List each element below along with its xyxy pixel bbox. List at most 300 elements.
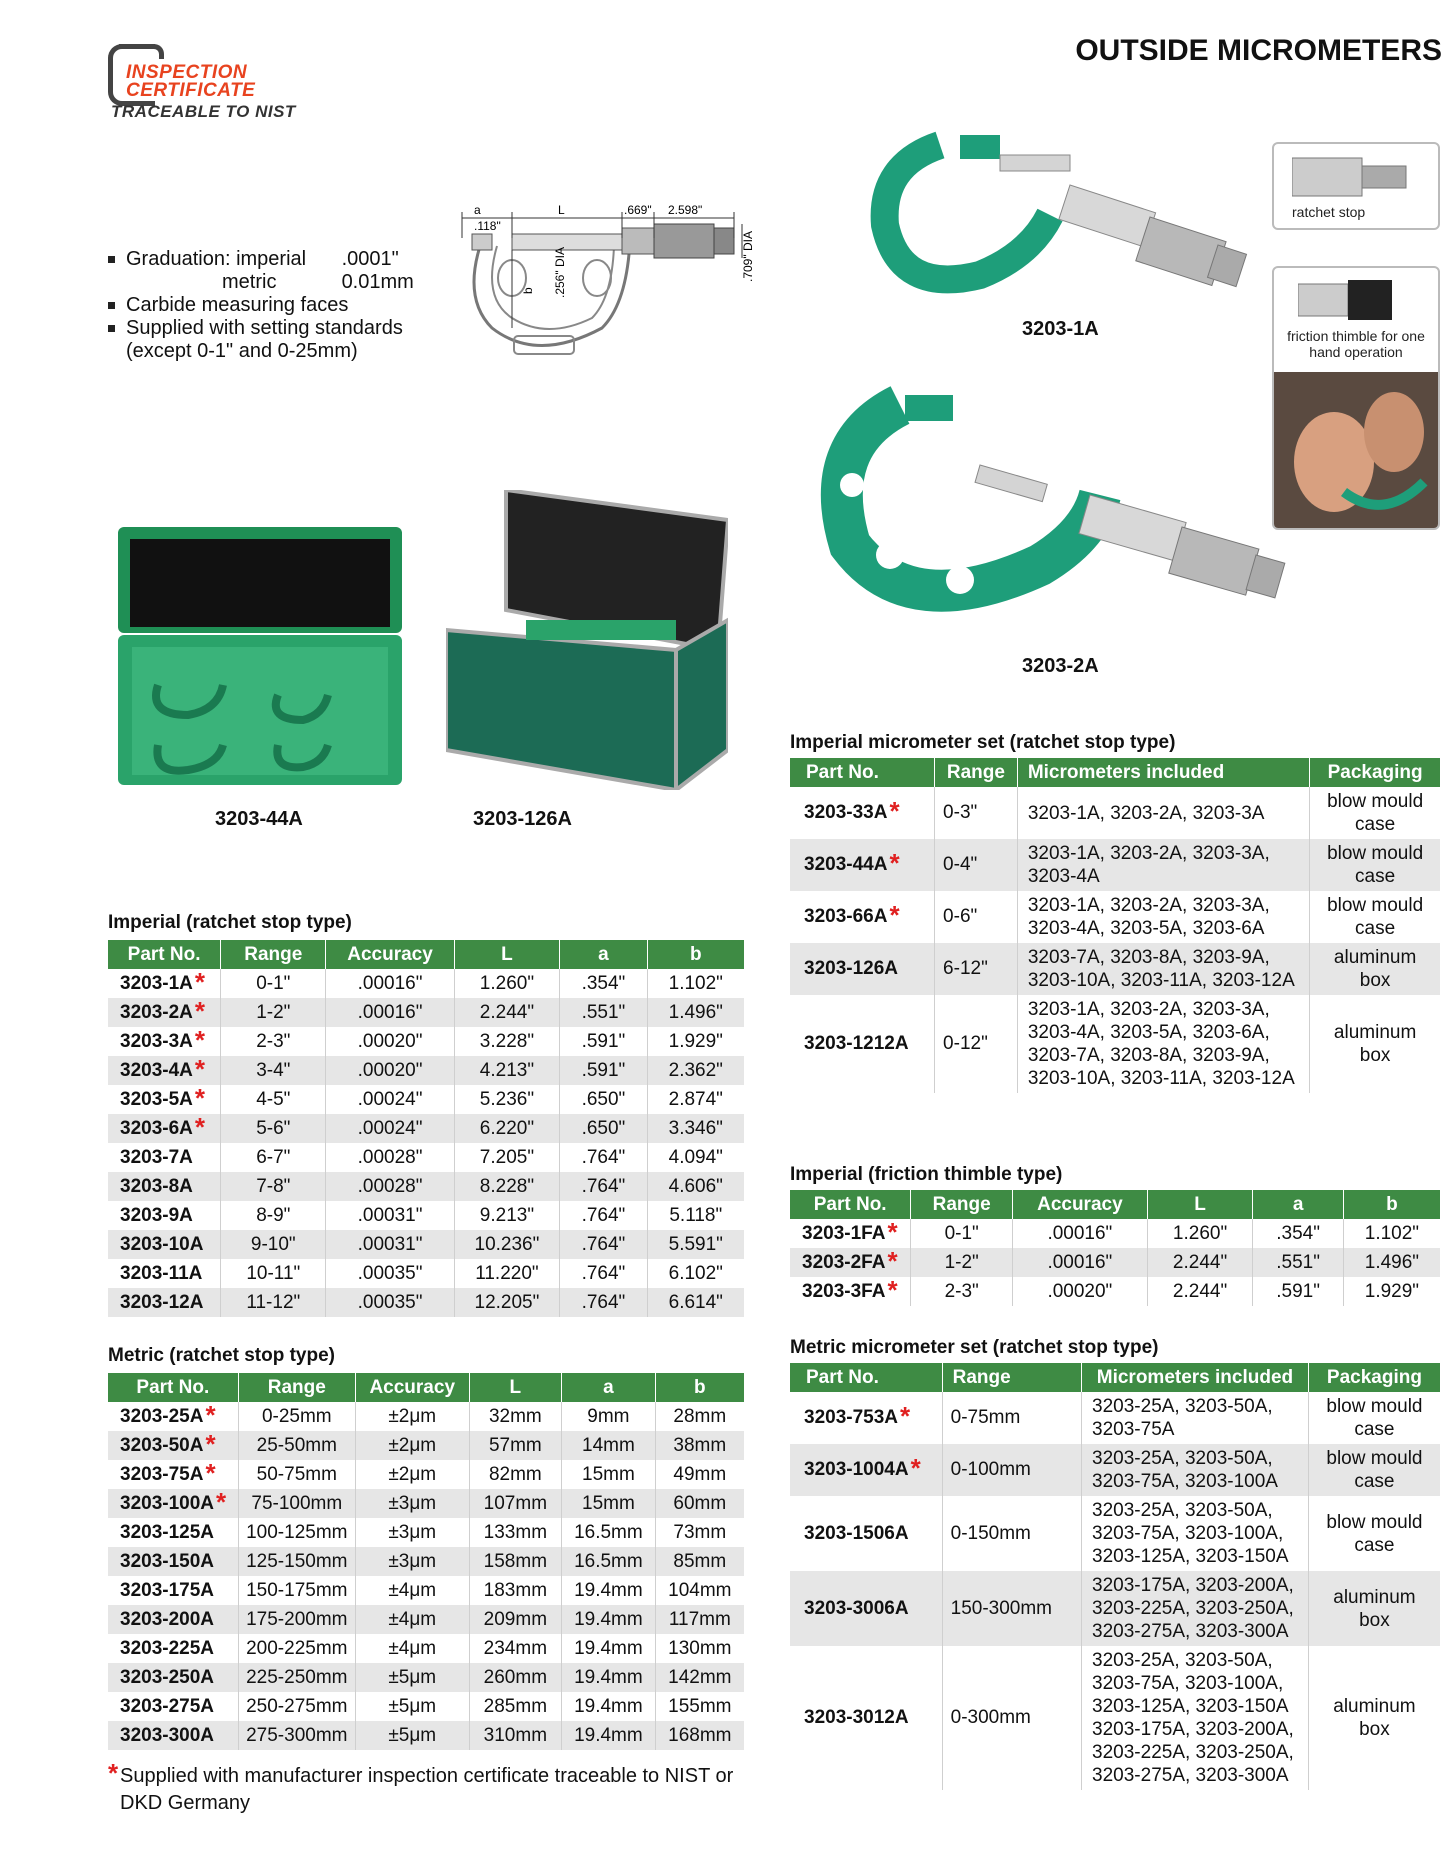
included-cell	[1017, 839, 1309, 891]
a-cell: 16.5mm	[562, 1518, 656, 1547]
l-cell: 4.213"	[454, 1056, 560, 1085]
packaging-cell	[1308, 1392, 1440, 1444]
part-number: 3203-275A	[108, 1692, 238, 1721]
table-row	[108, 1634, 744, 1663]
l-cell: 1.260"	[454, 969, 560, 998]
included-cell	[1082, 1444, 1309, 1496]
table-row	[108, 1489, 744, 1518]
packaging-cell	[1308, 1646, 1440, 1790]
range-cell: 125-150mm	[238, 1547, 355, 1576]
col-L: L	[469, 1373, 562, 1402]
packaging-line: case	[1354, 1471, 1395, 1492]
accuracy-cell: ±4μm	[355, 1605, 469, 1634]
included-cell	[1082, 1392, 1309, 1444]
col-b: b	[655, 1373, 744, 1402]
packaging-line: case	[1354, 1534, 1395, 1556]
imperial-friction-table	[790, 1190, 1440, 1306]
l-cell: 9.213"	[454, 1201, 560, 1230]
part-number: 3203-2FA*	[790, 1248, 911, 1277]
table-row	[108, 1460, 744, 1489]
a-cell: .591"	[560, 1027, 647, 1056]
b-cell: 85mm	[655, 1547, 744, 1576]
included-line: 3203-225A, 3203-250A,	[1092, 1598, 1294, 1619]
included-cell	[1017, 943, 1309, 995]
ratchet	[714, 228, 734, 254]
packaging-cell	[1310, 839, 1440, 891]
b-cell: 130mm	[668, 1637, 732, 1659]
accuracy-cell: ±2μm	[355, 1402, 469, 1431]
table-row	[108, 998, 744, 1027]
included-cell	[1082, 1646, 1309, 1790]
table-row	[790, 1496, 1440, 1571]
l-cell: 8.228"	[454, 1172, 560, 1201]
part-number: 3203-250A	[108, 1663, 238, 1692]
accuracy-cell: .00024"	[326, 1085, 454, 1114]
table-row	[108, 1663, 744, 1692]
table-row	[790, 1444, 1440, 1496]
page-title: OUTSIDE MICROMETERS	[1075, 34, 1442, 67]
accuracy-cell: ±2μm	[355, 1431, 469, 1460]
included-line: 3203-4A, 3203-5A, 3203-6A,	[1027, 1022, 1270, 1043]
caption-3203-44a: 3203-44A	[215, 808, 303, 830]
packaging-line: blow mould	[1326, 1511, 1423, 1533]
part-number: 3203-11A	[108, 1259, 221, 1288]
col-L: L	[1147, 1190, 1253, 1219]
packaging-cell	[1310, 787, 1440, 839]
l-cell: 6.220"	[454, 1114, 560, 1143]
nist-star: *	[194, 1024, 206, 1055]
accuracy-cell: .00020"	[326, 1027, 454, 1056]
l-cell: 234mm	[469, 1634, 562, 1663]
dim-256: .256" DIA	[553, 247, 567, 298]
b-cell: 5.591"	[647, 1230, 744, 1259]
a-cell: 19.4mm	[562, 1634, 656, 1663]
case-image-3203-44a	[118, 515, 404, 785]
range-cell: 150-175mm	[238, 1576, 355, 1605]
col-part-no: Part No.	[108, 1373, 238, 1402]
included-cell	[1017, 787, 1309, 839]
range-cell: 3-4"	[221, 1056, 326, 1085]
table-row	[108, 1143, 744, 1172]
b-cell: 4.606"	[647, 1172, 744, 1201]
accuracy-cell: ±4μm	[355, 1634, 469, 1663]
table-row	[108, 1172, 744, 1201]
dim-L: L	[558, 203, 565, 217]
included-line: 3203-75A, 3203-100A	[1092, 1471, 1278, 1492]
accuracy-cell: .00028"	[326, 1143, 454, 1172]
nist-star: *	[194, 995, 206, 1026]
range-cell: 10-11"	[221, 1259, 326, 1288]
b-cell: 73mm	[673, 1521, 727, 1543]
included-cell	[1082, 1496, 1309, 1571]
included-line: 3203-4A, 3203-5A, 3203-6A	[1027, 918, 1265, 939]
included-line: 3203-275A, 3203-300A	[1092, 1765, 1289, 1786]
l-cell: 5.236"	[454, 1085, 560, 1114]
packaging-line: box	[1359, 1045, 1391, 1066]
range-cell: 225-250mm	[238, 1663, 355, 1692]
nist-star: *	[194, 1082, 206, 1113]
caption-3203-126a: 3203-126A	[473, 808, 572, 830]
table-row	[790, 891, 1440, 943]
range-cell: 0-1"	[221, 969, 326, 998]
accuracy-cell: .00035"	[326, 1288, 454, 1317]
included-line: 3203-75A, 3203-100A,	[1092, 1673, 1284, 1694]
accuracy-cell: .00024"	[326, 1114, 454, 1143]
packaging-line: blow mould	[1327, 791, 1424, 812]
a-cell: .354"	[560, 969, 647, 998]
l-cell: 2.244"	[1147, 1277, 1253, 1306]
accuracy-cell: .00016"	[326, 969, 454, 998]
table-row	[108, 1259, 744, 1288]
table-row	[790, 787, 1440, 839]
imperial-set-table	[790, 758, 1440, 1093]
included-line: 3203-10A, 3203-11A, 3203-12A	[1027, 1068, 1295, 1089]
b-cell: 49mm	[673, 1463, 727, 1485]
b-cell: 5.118"	[669, 1204, 723, 1226]
a-cell: .764"	[560, 1259, 647, 1288]
part-number: 3203-8A	[108, 1172, 221, 1201]
a-cell: .764"	[560, 1143, 647, 1172]
table-row	[108, 1056, 744, 1085]
col-included: Micrometers included	[1017, 758, 1309, 787]
l-cell: 82mm	[469, 1460, 562, 1489]
range-cell: 50-75mm	[238, 1460, 355, 1489]
part-number: 3203-7A	[108, 1143, 221, 1172]
l-cell: 183mm	[469, 1576, 562, 1605]
part-number: 3203-3A*	[108, 1027, 221, 1056]
packaging-line: blow mould	[1327, 843, 1424, 864]
nist-star: *	[205, 1428, 216, 1459]
included-line: 3203-275A, 3203-300A	[1092, 1621, 1289, 1642]
dim-a: a	[474, 203, 481, 217]
a-cell: .591"	[560, 1056, 647, 1085]
included-line: 3203-1A, 3203-2A, 3203-3A,	[1027, 843, 1270, 864]
dimension-diagram	[452, 198, 772, 368]
a-cell: .551"	[1253, 1248, 1343, 1277]
table-row	[108, 1027, 744, 1056]
part-number: 3203-12A	[108, 1288, 221, 1317]
part-number: 3203-44A*	[790, 839, 935, 891]
range-cell: 0-1"	[911, 1219, 1013, 1248]
part-number: 3203-100A*	[108, 1489, 238, 1518]
a-cell: 16.5mm	[562, 1547, 656, 1576]
nist-star: *	[194, 1053, 206, 1084]
included-line: 3203-175A, 3203-200A,	[1092, 1719, 1294, 1740]
imperial-ratchet-table	[108, 940, 744, 1317]
nist-star: *	[887, 1245, 898, 1276]
col-b: b	[647, 940, 744, 969]
packaging-line: blow mould	[1326, 1396, 1423, 1417]
b-cell: 155mm	[668, 1695, 732, 1717]
b-cell: 6.102"	[668, 1262, 723, 1284]
feature-graduation: Graduation: imperial .0001"	[106, 248, 414, 271]
table-row	[790, 1248, 1440, 1277]
l-cell: 1.260"	[1147, 1219, 1253, 1248]
part-number: 3203-753A*	[790, 1392, 942, 1444]
micrometer-image-1a	[860, 125, 1250, 325]
table-row	[108, 1576, 744, 1605]
part-number: 3203-3006A	[790, 1571, 942, 1646]
footnote-text: Supplied with manufacturer inspection certificate traceable to NIST or DKD Germany	[120, 1765, 734, 1814]
feature-list	[106, 248, 414, 363]
included-line: 3203-1A, 3203-2A, 3203-3A	[1027, 802, 1265, 824]
table-row	[790, 943, 1440, 995]
range-cell: 1-2"	[911, 1248, 1013, 1277]
logo-line-3: TRACEABLE TO NIST	[111, 102, 296, 121]
b-cell: 104mm	[668, 1579, 732, 1601]
range-cell: 0-25mm	[238, 1402, 355, 1431]
friction-thimble-box	[1272, 266, 1440, 530]
included-line: 3203-175A, 3203-200A,	[1092, 1575, 1294, 1596]
table-row	[108, 1114, 744, 1143]
part-number: 3203-5A*	[108, 1085, 221, 1114]
a-cell: .354"	[1253, 1219, 1343, 1248]
packaging-line: case	[1354, 1419, 1395, 1440]
accuracy-cell: ±3μm	[355, 1518, 469, 1547]
part-number: 3203-1212A	[790, 995, 935, 1093]
range-cell: 0-6"	[935, 891, 1018, 943]
table-row	[790, 995, 1440, 1093]
ratchet-stop-image	[1292, 154, 1422, 200]
range-cell: 100-125mm	[238, 1518, 355, 1547]
range-cell: 4-5"	[221, 1085, 326, 1114]
l-cell: 2.244"	[454, 998, 560, 1027]
range-cell: 2-3"	[911, 1277, 1013, 1306]
included-line: 3203-125A, 3203-150A	[1092, 1546, 1289, 1567]
imperial-set-title: Imperial micrometer set (ratchet stop type)	[790, 732, 1176, 753]
table-row	[790, 1646, 1440, 1790]
frame-hole-right	[583, 260, 611, 296]
l-cell: 2.244"	[1147, 1248, 1253, 1277]
table-row	[108, 1085, 744, 1114]
included-cell	[1017, 995, 1309, 1093]
col-a: a	[1253, 1190, 1343, 1219]
accuracy-cell: .00020"	[326, 1056, 454, 1085]
accuracy-cell: .00031"	[326, 1230, 454, 1259]
accuracy-cell: .00016"	[1013, 1219, 1148, 1248]
dim-709: .709" DIA	[741, 231, 755, 282]
packaging-cell	[1308, 1496, 1440, 1571]
accuracy-cell: ±3μm	[355, 1489, 469, 1518]
b-cell: 2.874"	[668, 1088, 723, 1110]
accuracy-cell: .00020"	[1013, 1277, 1148, 1306]
col-a: a	[562, 1373, 656, 1402]
imperial-friction-title: Imperial (friction thimble type)	[790, 1164, 1063, 1185]
range-cell: 0-75mm	[942, 1392, 1081, 1444]
a-cell: .764"	[560, 1201, 647, 1230]
feature-setting-standards: Supplied with setting standards	[106, 317, 414, 340]
b-cell: 1.496"	[647, 998, 744, 1027]
range-cell: 0-4"	[935, 839, 1018, 891]
part-number: 3203-225A	[108, 1634, 238, 1663]
part-number: 3203-125A	[108, 1518, 238, 1547]
table-row	[108, 1201, 744, 1230]
included-line: 3203-4A	[1027, 866, 1100, 887]
a-cell: .650"	[560, 1114, 647, 1143]
footnote-star: *	[108, 1758, 119, 1788]
l-cell: 133mm	[469, 1518, 562, 1547]
metric-set-title: Metric micrometer set (ratchet stop type)	[790, 1337, 1159, 1358]
metric-ratchet-table	[108, 1373, 744, 1750]
a-cell: 19.4mm	[562, 1576, 656, 1605]
accuracy-cell: ±5μm	[355, 1721, 469, 1750]
included-line: 3203-25A, 3203-50A,	[1092, 1448, 1273, 1469]
dim-b: b	[521, 287, 535, 294]
dim-2598: 2.598"	[668, 203, 703, 217]
l-cell: 310mm	[469, 1721, 562, 1750]
accuracy-cell: .00035"	[326, 1259, 454, 1288]
packaging-line: box	[1359, 1609, 1390, 1631]
included-line: 3203-7A, 3203-8A, 3203-9A,	[1027, 947, 1270, 968]
l-cell: 107mm	[469, 1489, 562, 1518]
b-cell: 142mm	[655, 1663, 744, 1692]
a-cell: .764"	[560, 1230, 647, 1259]
b-cell: 1.496"	[1343, 1248, 1440, 1277]
range-cell: 0-12"	[935, 995, 1018, 1093]
packaging-cell	[1310, 891, 1440, 943]
range-cell: 2-3"	[221, 1027, 326, 1056]
l-cell: 209mm	[469, 1605, 562, 1634]
nist-star: *	[887, 1216, 898, 1247]
feature-carbide: Carbide measuring faces	[106, 294, 414, 317]
packaging-cell	[1308, 1444, 1440, 1496]
packaging-line: blow mould	[1327, 895, 1424, 916]
feature-graduation-metric: metric 0.01mm	[222, 271, 414, 293]
part-number: 3203-1A*	[108, 969, 221, 998]
accuracy-cell: ±5μm	[355, 1692, 469, 1721]
micrometer-image-2a	[810, 385, 1290, 625]
part-number: 3203-1506A	[790, 1496, 942, 1571]
range-cell: 11-12"	[221, 1288, 326, 1317]
b-cell: 2.362"	[647, 1056, 744, 1085]
a-cell: 9mm	[562, 1402, 656, 1431]
col-range: Range	[238, 1373, 355, 1402]
nist-star: *	[889, 848, 900, 878]
packaging-line: case	[1355, 918, 1396, 939]
hand-operation-photo	[1274, 372, 1438, 528]
a-cell: 14mm	[562, 1431, 656, 1460]
range-cell: 9-10"	[221, 1230, 326, 1259]
included-line: 3203-125A, 3203-150A	[1092, 1696, 1289, 1717]
included-line: 3203-1A, 3203-2A, 3203-3A,	[1027, 999, 1270, 1020]
table-row	[108, 1721, 744, 1750]
included-line: 3203-25A, 3203-50A,	[1092, 1396, 1273, 1417]
range-cell: 275-300mm	[238, 1721, 355, 1750]
range-cell: 0-100mm	[942, 1444, 1081, 1496]
table-row	[790, 1219, 1440, 1248]
packaging-line: blow mould	[1326, 1448, 1423, 1469]
caption-3203-1a: 3203-1A	[1022, 318, 1099, 340]
l-cell: 285mm	[469, 1692, 562, 1721]
part-number: 3203-2A*	[108, 998, 221, 1027]
table-row	[790, 1571, 1440, 1646]
included-line: 3203-75A, 3203-100A,	[1092, 1523, 1284, 1544]
packaging-line: case	[1355, 866, 1396, 887]
table-row	[108, 1547, 744, 1576]
b-cell: 168mm	[655, 1721, 744, 1750]
table-row	[790, 1392, 1440, 1444]
part-number: 3203-10A	[108, 1230, 221, 1259]
packaging-cell	[1310, 943, 1440, 995]
nist-star: *	[194, 966, 206, 997]
col-a: a	[560, 940, 647, 969]
part-number: 3203-9A	[108, 1201, 221, 1230]
included-line: 3203-25A, 3203-50A,	[1092, 1500, 1273, 1521]
a-cell: 19.4mm	[562, 1692, 656, 1721]
col-range: Range	[942, 1363, 1081, 1392]
l-cell: 32mm	[469, 1402, 562, 1431]
col-range: Range	[221, 940, 326, 969]
caption-3203-2a: 3203-2A	[1022, 655, 1099, 677]
part-number: 3203-126A	[790, 943, 935, 995]
included-cell	[1017, 891, 1309, 943]
b-cell: 28mm	[673, 1405, 727, 1427]
l-cell: 158mm	[469, 1547, 562, 1576]
range-cell: 8-9"	[221, 1201, 326, 1230]
logo-line-2: CERTIFICATE	[126, 80, 256, 101]
metric-ratchet-title: Metric (ratchet stop type)	[108, 1345, 335, 1366]
friction-thimble-image	[1298, 280, 1408, 320]
table-row	[108, 1288, 744, 1317]
range-cell: 6-7"	[221, 1143, 326, 1172]
table-row	[108, 1402, 744, 1431]
a-cell: 15mm	[562, 1460, 656, 1489]
col-L: L	[454, 940, 560, 969]
range-cell: 0-3"	[935, 787, 1018, 839]
a-cell: .591"	[1253, 1277, 1343, 1306]
a-cell: 19.4mm	[562, 1721, 656, 1750]
a-cell: 19.4mm	[562, 1663, 656, 1692]
accuracy-cell: .00016"	[326, 998, 454, 1027]
part-number: 3203-25A*	[108, 1402, 238, 1431]
table-row	[108, 969, 744, 998]
part-number: 3203-33A*	[790, 787, 935, 839]
part-number: 3203-4A*	[108, 1056, 221, 1085]
accuracy-cell: ±3μm	[355, 1547, 469, 1576]
part-number: 3203-3FA*	[790, 1277, 911, 1306]
part-number: 3203-300A	[108, 1721, 238, 1750]
packaging-line: aluminum	[1333, 947, 1417, 968]
table-row	[790, 839, 1440, 891]
l-cell: 260mm	[469, 1663, 562, 1692]
part-number: 3203-200A	[108, 1605, 238, 1634]
table-row	[108, 1692, 744, 1721]
feature-exception: (except 0-1" and 0-25mm)	[126, 340, 358, 362]
range-cell: 1-2"	[221, 998, 326, 1027]
included-line: 3203-75A	[1092, 1419, 1175, 1440]
nist-star: *	[900, 1401, 911, 1431]
a-cell: 15mm	[562, 1489, 656, 1518]
sleeve	[622, 228, 654, 254]
nist-logo	[108, 40, 308, 120]
nist-star: *	[194, 1111, 206, 1142]
part-number: 3203-75A*	[108, 1460, 238, 1489]
packaging-line: box	[1359, 970, 1391, 991]
part-number: 3203-50A*	[108, 1431, 238, 1460]
packaging-line: aluminum	[1333, 1022, 1417, 1043]
col-part-no: Part No.	[790, 1190, 911, 1219]
table-row	[108, 1230, 744, 1259]
included-line: 3203-25A, 3203-50A,	[1092, 1650, 1273, 1671]
nist-star: *	[205, 1457, 216, 1488]
included-line: 3203-1A, 3203-2A, 3203-3A,	[1027, 895, 1270, 916]
range-cell: 150-300mm	[942, 1571, 1081, 1646]
l-cell: 12.205"	[454, 1288, 560, 1317]
packaging-line: aluminum	[1333, 1586, 1416, 1608]
a-cell: .764"	[560, 1288, 647, 1317]
included-line: 3203-7A, 3203-8A, 3203-9A,	[1027, 1045, 1270, 1066]
included-line: 3203-10A, 3203-11A, 3203-12A	[1027, 970, 1295, 991]
